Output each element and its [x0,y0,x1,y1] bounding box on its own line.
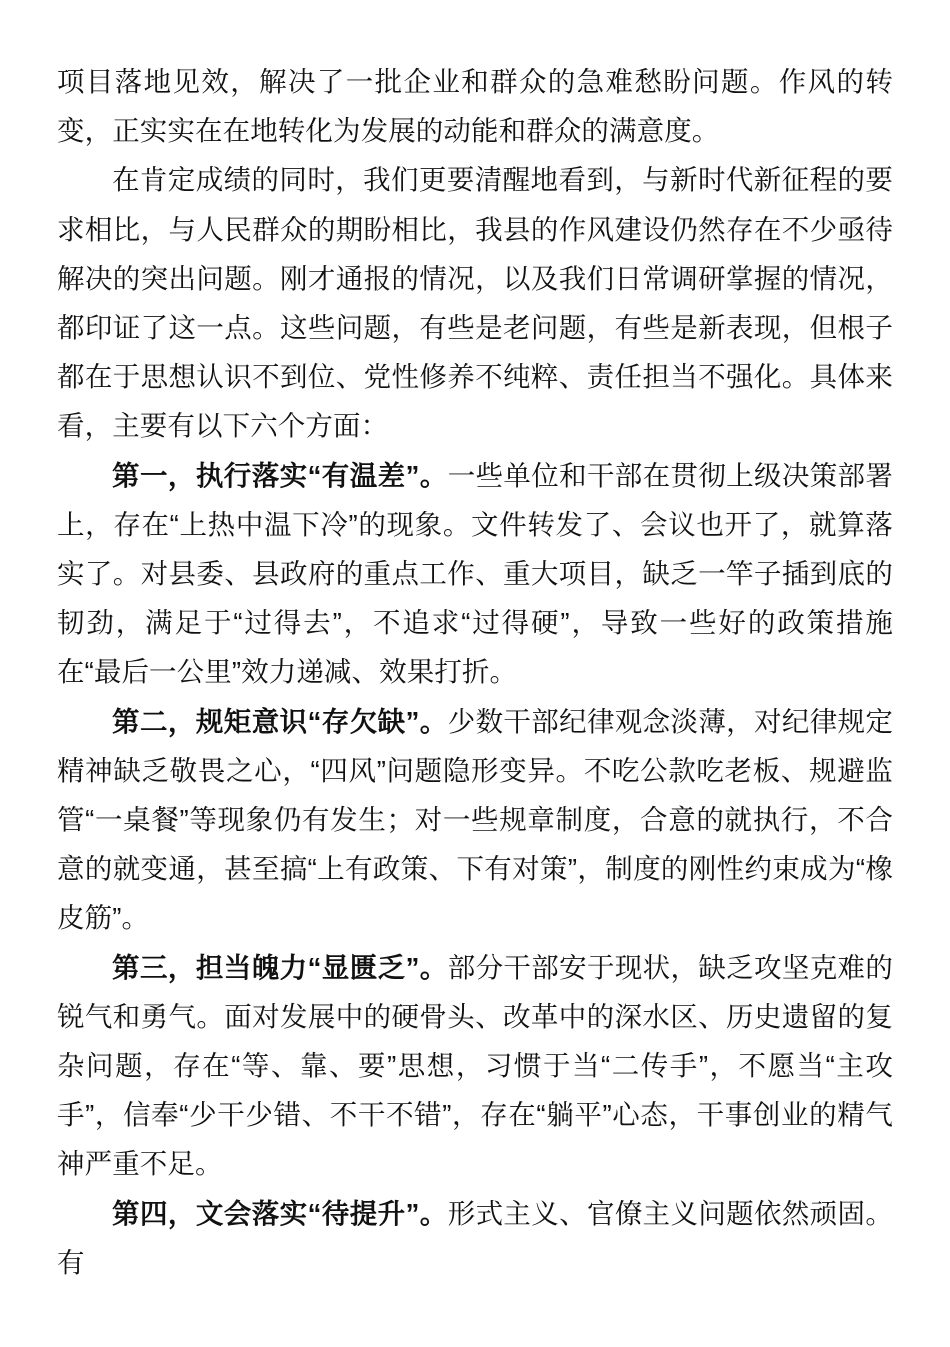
document-text-body [57,57,893,1347]
paragraph-text: 项目落地见效，解决了一批企业和群众的急难愁盼问题。作风的转变，正实实在在地转化为发展的动能和群众的满意度。 [57,66,893,147]
paragraph-text: 一些单位和干部在贯彻上级决策部署上，存在“上热中温下冷”的现象。文件转发了、会议也开了，就算落实了。对县委、县政府的重点工作、重大项目，缺乏一竿子插到底的韧劲，满足于“过得去”，不追求“过得硬”，导致一些好的政策措施在“最后一公里”效力递减、效果打折。 [57,459,893,688]
paragraph-text: 形式主义、官僚主义问题依然顽固。有 [57,1197,893,1278]
paragraph-continued-opening [57,57,893,155]
paragraph-item-3 [57,943,893,1189]
page-bottom-whitespace [57,1287,893,1347]
section-heading-second: 第二，规矩意识“存欠缺”。 [112,705,448,737]
paragraph-item-4 [57,1189,893,1287]
paragraph-item-2 [57,697,893,943]
section-heading-first: 第一，执行落实“有温差”。 [112,459,448,491]
paragraph-item-1 [57,451,893,697]
section-heading-third: 第三，担当魄力“显匮乏”。 [112,951,448,983]
paragraph-text: 部分干部安于现状，缺乏攻坚克难的锐气和勇气。面对发展中的硬骨头、改革中的深水区、历史遗留的复杂问题，存在“等、靠、要”思想，习惯于当“二传手”，不愿当“主攻手”，信奉“少干少错、不干不错”，存在“躺平”心态，干事创业的精气神严重不足。 [57,951,893,1180]
paragraph-problems-intro [57,155,893,450]
paragraph-text: 少数干部纪律观念淡薄，对纪律规定精神缺乏敬畏之心，“四风”问题隐形变异。不吃公款吃老板、规避监管“一桌餐”等现象仍有发生；对一些规章制度，合意的就执行，不合意的就变通，甚至搞“上有政策、下有对策”，制度的刚性约束成为“橡皮筋”。 [57,705,893,934]
paragraph-text: 在肯定成绩的同时，我们更要清醒地看到，与新时代新征程的要求相比，与人民群众的期盼相比，我县的作风建设仍然存在不少亟待解决的突出问题。刚才通报的情况，以及我们日常调研掌握的情况，都印证了这一点。这些问题，有些是老问题，有些是新表现，但根子都在于思想认识不到位、党性修养不纯粹、责任担当不强化。具体来看，主要有以下六个方面： [57,164,893,442]
section-heading-fourth: 第四，文会落实“待提升”。 [112,1197,448,1229]
